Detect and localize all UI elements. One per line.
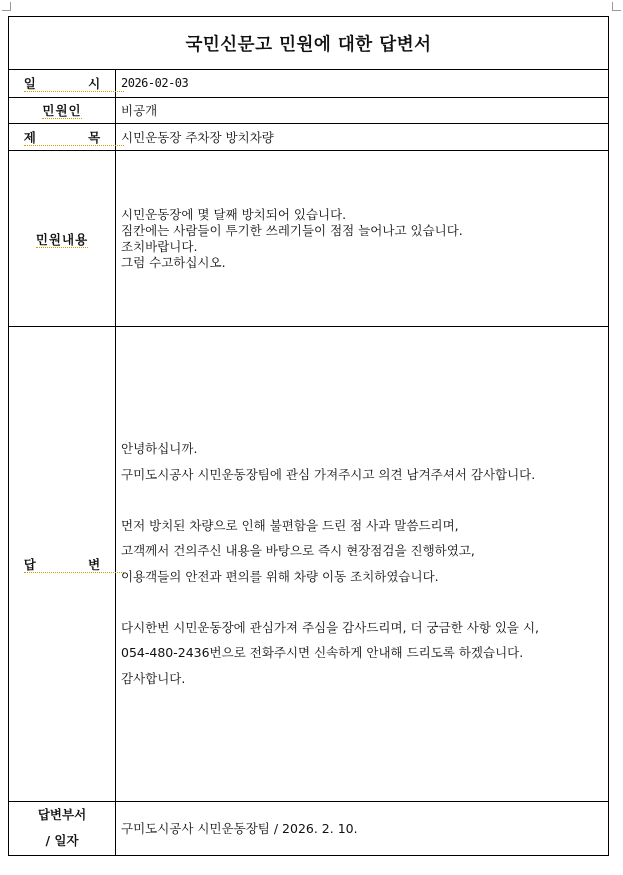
document-title: 국민신문고 민원에 대한 답변서 — [9, 17, 609, 70]
content-label-text: 민원내용 — [35, 231, 89, 247]
answer-line: 다시한번 시민운동장에 관심가져 주심을 감사드리며, 더 궁금한 사항 있을 시, — [121, 619, 540, 635]
answer-label — [9, 327, 125, 801]
answer-line: 고객께서 건의주신 내용을 바탕으로 즉시 현장점검을 진행하였고, — [121, 543, 475, 559]
content-line: 그럼 수고하십시오. — [121, 254, 226, 270]
date-label — [9, 70, 125, 97]
date-value: 2026-02-03 — [116, 70, 609, 97]
content-label — [9, 150, 116, 326]
petition-answer-form — [8, 16, 609, 856]
department-label — [9, 801, 116, 855]
department-value: 구미도시공사 시민운동장팀 / 2026. 2. 10. — [116, 801, 609, 855]
subject-label-text: 제 목 — [23, 129, 125, 145]
page-corner-mark-left — [2, 2, 11, 11]
petitioner-row — [9, 97, 609, 123]
department-label-line2: / 일자 — [45, 833, 79, 849]
page-corner-mark-right — [612, 2, 621, 11]
content-row — [9, 150, 609, 326]
answer-line: 먼저 방치된 차량으로 인해 불편함을 드린 점 사과 말씀드리며, — [121, 517, 459, 533]
date-label-text: 일 시 — [23, 76, 125, 92]
title-row — [9, 17, 609, 70]
petitioner-label-text: 민원인 — [42, 103, 82, 119]
department-row — [9, 801, 609, 855]
answer-line: 이용객들의 안전과 편의를 위해 차량 이동 조치하였습니다. — [121, 568, 439, 584]
answer-line: 안녕하십니까. — [121, 441, 198, 457]
petitioner-value: 비공개 — [116, 97, 609, 123]
content-line: 조치바랍니다. — [121, 238, 198, 254]
answer-row — [9, 327, 609, 801]
content-body — [116, 150, 609, 326]
answer-line: 구미도시공사 시민운동장팀에 관심 가져주시고 의견 남겨주셔서 감사합니다. — [121, 466, 536, 482]
content-line: 시민운동장에 몇 달째 방치되어 있습니다. — [121, 206, 347, 222]
subject-row — [9, 123, 609, 150]
answer-line: 054-480-2436번으로 전화주시면 신속하게 안내해 드리도록 하겠습니다. — [121, 645, 524, 661]
answer-body — [116, 327, 609, 801]
subject-value: 시민운동장 주차장 방치차량 — [116, 123, 609, 150]
petitioner-label — [9, 97, 116, 123]
answer-label-text: 답 변 — [23, 556, 125, 572]
answer-line: 감사합니다. — [121, 670, 186, 686]
date-row — [9, 70, 609, 97]
department-label-line1: 답변부서 — [37, 807, 87, 823]
content-line: 짐칸에는 사람들이 투기한 쓰레기들이 점점 늘어나고 있습니다. — [121, 222, 463, 238]
subject-label — [9, 123, 125, 150]
